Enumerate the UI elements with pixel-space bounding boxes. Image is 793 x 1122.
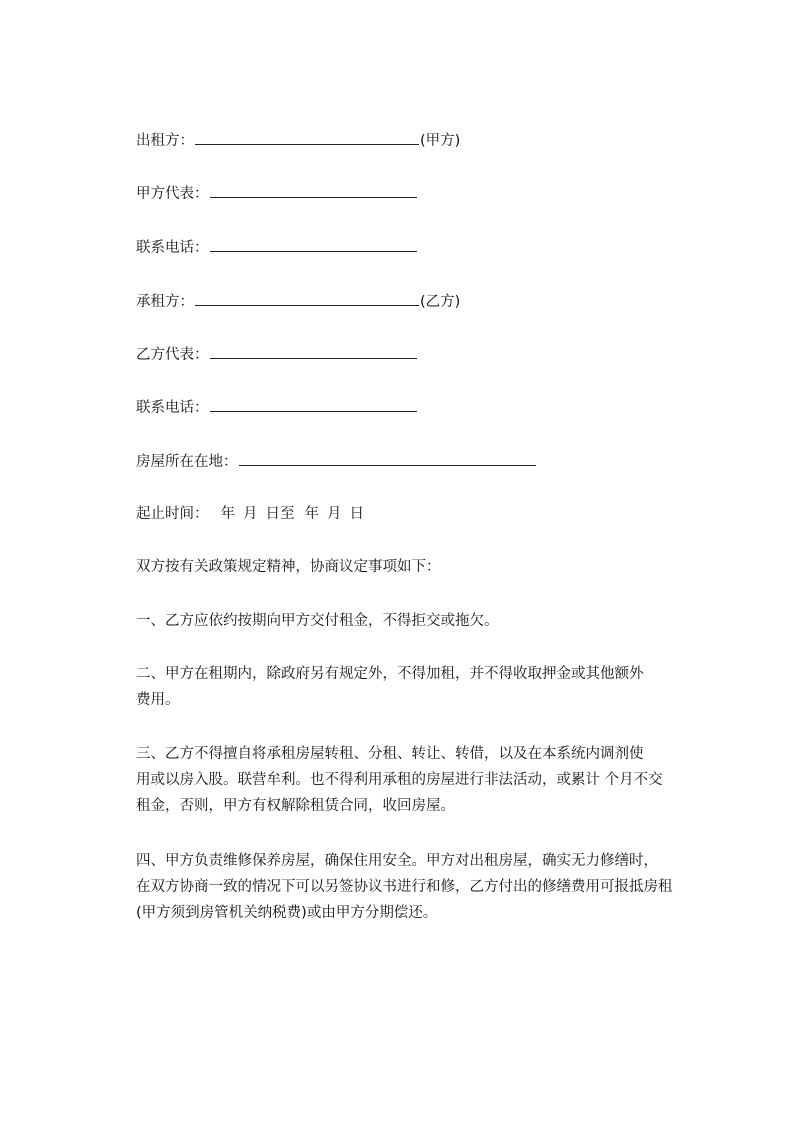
lessor-suffix: (甲方) — [420, 133, 461, 149]
period-year-end: 年 — [304, 506, 319, 522]
clause-4-line-2: 在双方协商一致的情况下可以另签协议书进行和修，乙方付出的修缮费用可报抵房租 — [136, 879, 673, 895]
period-label: 起止时间： — [136, 506, 209, 522]
phone-b-row — [136, 397, 418, 418]
period-month-start: 月 — [243, 506, 258, 522]
period-year-start: 年 — [220, 506, 235, 522]
lessee-blank[interactable] — [195, 291, 419, 306]
lessee-row — [136, 291, 460, 312]
clause-3-line-3: 租金，否则，甲方有权解除租赁合同，收回房屋。 — [136, 798, 455, 814]
clause-4 — [138, 848, 708, 926]
address-row — [136, 451, 537, 472]
lessor-row — [136, 130, 460, 151]
clause-3-line-2: 用或以房入股。联营牟利。也不得利用承租的房屋进行非法活动，或累计 个月不交 — [136, 772, 663, 788]
clause-4-line-1: 四、甲方负责维修保养房屋，确保住用安全。甲方对出租房屋，确实无力修缮时， — [136, 853, 658, 869]
lessor-blank[interactable] — [195, 130, 419, 145]
intro-line: 双方按有关政策规定精神，协商议定事项如下： — [136, 559, 441, 575]
clause-2-line-2: 费用。 — [136, 692, 180, 708]
clause-1: 一、乙方应依约按期向甲方交付租金，不得拒交或拖欠。 — [136, 613, 499, 629]
partyB-rep-row — [136, 344, 418, 365]
period-month-end: 月 — [327, 506, 342, 522]
phone-a-row — [136, 237, 418, 258]
clause-2 — [138, 661, 708, 713]
clause-3 — [138, 741, 708, 819]
lessee-label: 承租方： — [136, 294, 194, 310]
clause-3-line-1: 三、乙方不得擅自将承租房屋转租、分租、转让、转借，以及在本系统内调剂使 — [136, 746, 644, 762]
address-label: 房屋所在在地： — [136, 454, 238, 470]
clause-4-line-3: (甲方须到房管机关纳税费)或由甲方分期偿还。 — [136, 905, 438, 921]
lessor-label: 出租方： — [136, 133, 194, 149]
phone-b-label: 联系电话： — [136, 400, 209, 416]
partyA-rep-row — [136, 183, 418, 204]
partyB-rep-blank[interactable] — [210, 344, 417, 359]
phone-a-label: 联系电话： — [136, 240, 209, 256]
partyB-rep-label: 乙方代表： — [136, 347, 209, 363]
address-blank[interactable] — [239, 451, 536, 466]
period-row — [136, 504, 364, 524]
lessee-suffix: (乙方) — [420, 294, 461, 310]
period-day-start: 日至 — [265, 506, 295, 522]
phone-b-blank[interactable] — [210, 397, 417, 412]
partyA-rep-blank[interactable] — [210, 183, 417, 198]
partyA-rep-label: 甲方代表： — [136, 186, 209, 202]
period-day-end: 日 — [349, 506, 364, 522]
clause-2-line-1: 二、甲方在租期内，除政府另有规定外，不得加租，并不得收取押金或其他额外 — [136, 666, 644, 682]
phone-a-blank[interactable] — [210, 237, 417, 252]
